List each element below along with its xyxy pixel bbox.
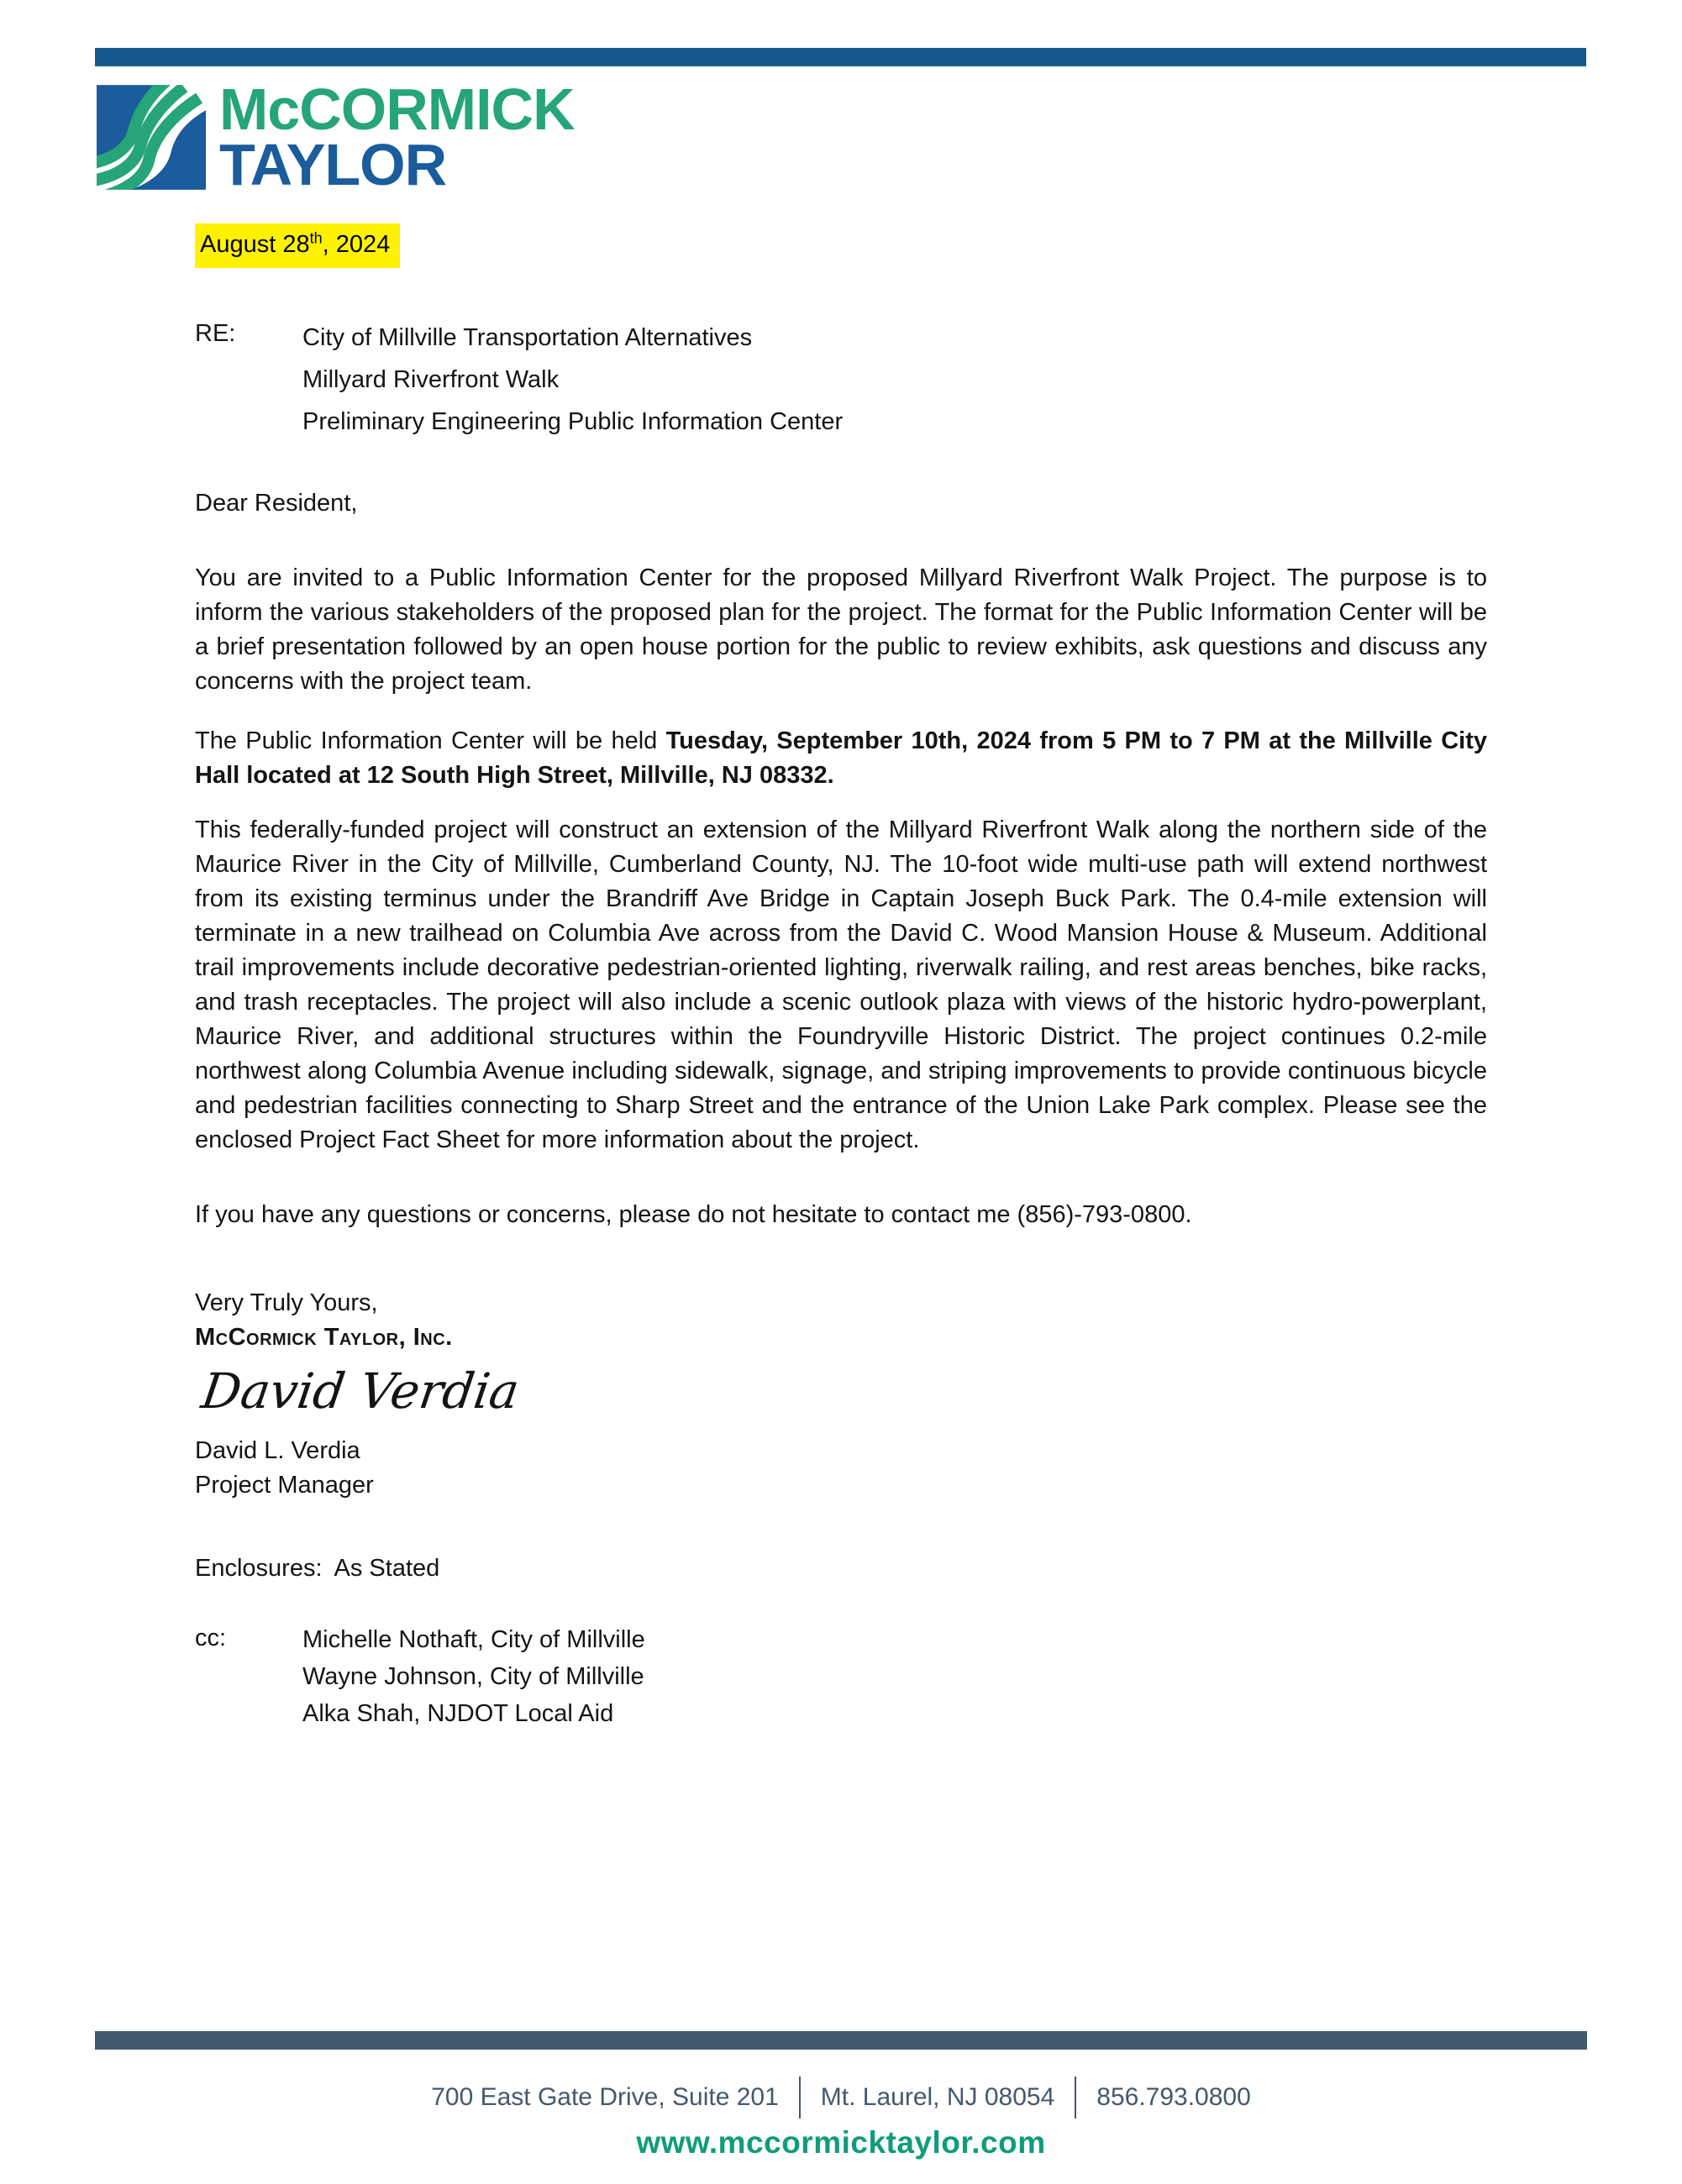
date-line <box>195 223 1487 268</box>
paragraph-project-description: This federally-funded project will construct an extension of the Millyard Riverfront Walk along the northern side of the Maurice River in the City of Millville, Cumberland County, NJ. The 10-foot wide multi-use path will extend northwest from its existing terminus under the Brandriff Ave Bridge in Captain Joseph Buck Park. The 0.4-mile extension will terminate in a new trailhead on Columbia Ave across from the David C. Wood Mansion House & Museum. Additional trail improvements include decorative pedestrian-oriented lighting, riverwalk railing, and rest areas benches, bike racks, and trash receptacles. The project will also include a scenic outlook plaza with views of the historic hydro-powerplant, Maurice River, and additional structures within the Foundryville Historic District. The project continues 0.2-mile northwest along Columbia Avenue including sidewalk, signage, and striping improvements to provide continuous bicycle and pedestrian facilities connecting to Sharp Street and the entrance of the Union Lake Park complex. Please see the enclosed Project Fact Sheet for more information about the project. <box>195 816 1487 1153</box>
logo-text-taylor: TAYLOR <box>219 131 447 197</box>
cc-line-3: Alka Shah, NJDOT Local Aid <box>302 1699 614 1727</box>
closing-block <box>195 1286 1487 1503</box>
cc-block <box>195 1621 1487 1732</box>
footer-website: www.mccormicktaylor.com <box>636 2125 1046 2160</box>
paragraph-contact: If you have any questions or concerns, please do not hesitate to contact me (856)-793-0800. <box>195 1201 1192 1228</box>
footer-divider-1 <box>799 2076 801 2118</box>
footer-contact-line <box>0 2076 1682 2118</box>
meeting-intro: The Public Information Center will be held <box>195 727 666 754</box>
signer-title: Project Manager <box>195 1471 374 1499</box>
footer-street-address: 700 East Gate Drive, Suite 201 <box>431 2083 779 2111</box>
footer-city-state-zip: Mt. Laurel, NJ 08054 <box>820 2083 1055 2111</box>
paragraph-meeting-details <box>195 724 1487 793</box>
footer-phone: 856.793.0800 <box>1096 2083 1251 2111</box>
top-rule <box>95 48 1586 66</box>
re-line-3: Preliminary Engineering Public Information Center <box>302 408 844 435</box>
bottom-rule <box>95 2031 1587 2050</box>
date-highlight <box>195 223 400 268</box>
cc-lines <box>302 1621 645 1732</box>
re-block <box>195 317 1487 443</box>
date-year: , 2024 <box>322 231 391 258</box>
paragraph-invitation: You are invited to a Public Information Center for the proposed Millyard Riverfront Walk Project. The purpose is to inform the various stakeholders of the proposed plan for the project. The format for the Public Information Center will be a brief presentation followed by an open house portion for the public to review exhibits, ask questions and discuss any concerns with the project team. <box>195 564 1487 695</box>
enclosures-line <box>195 1551 1487 1586</box>
company-name: McCormick Taylor, Inc. <box>195 1324 453 1351</box>
enclosures-value: As Stated <box>334 1554 440 1582</box>
greeting: Dear Resident, <box>195 490 358 517</box>
date-main: August 28 <box>200 231 310 258</box>
cc-label: cc: <box>195 1624 227 1651</box>
cc-line-1: Michelle Nothaft, City of Millville <box>302 1625 645 1653</box>
re-label: RE: <box>195 320 236 347</box>
signer-name: David L. Verdia <box>195 1436 360 1464</box>
re-lines <box>302 317 843 443</box>
cc-line-2: Wayne Johnson, City of Millville <box>302 1662 644 1690</box>
letter-body <box>195 223 1487 1732</box>
company-logo <box>97 76 575 197</box>
re-line-1: City of Millville Transportation Alternatives <box>302 324 753 351</box>
valediction: Very Truly Yours, <box>195 1289 378 1316</box>
date-ordinal: th <box>309 229 323 247</box>
re-line-2: Millyard Riverfront Walk <box>302 366 560 393</box>
meeting-time-location: Tuesday, September 10th, 2024 from 5 PM to 7 PM at the Millville City Hall located at 12 South High Street, Millville, NJ 08332. <box>195 727 1487 789</box>
logo-wordmark <box>219 76 575 197</box>
handwritten-signature: David Verdia <box>197 1362 523 1420</box>
wave-stripes-icon <box>97 85 206 190</box>
enclosures-label: Enclosures: <box>195 1554 323 1582</box>
logo-text-mccormick: McCORMICK <box>219 76 575 142</box>
footer-divider-2 <box>1075 2076 1076 2118</box>
letterhead-footer <box>0 2031 1682 2184</box>
